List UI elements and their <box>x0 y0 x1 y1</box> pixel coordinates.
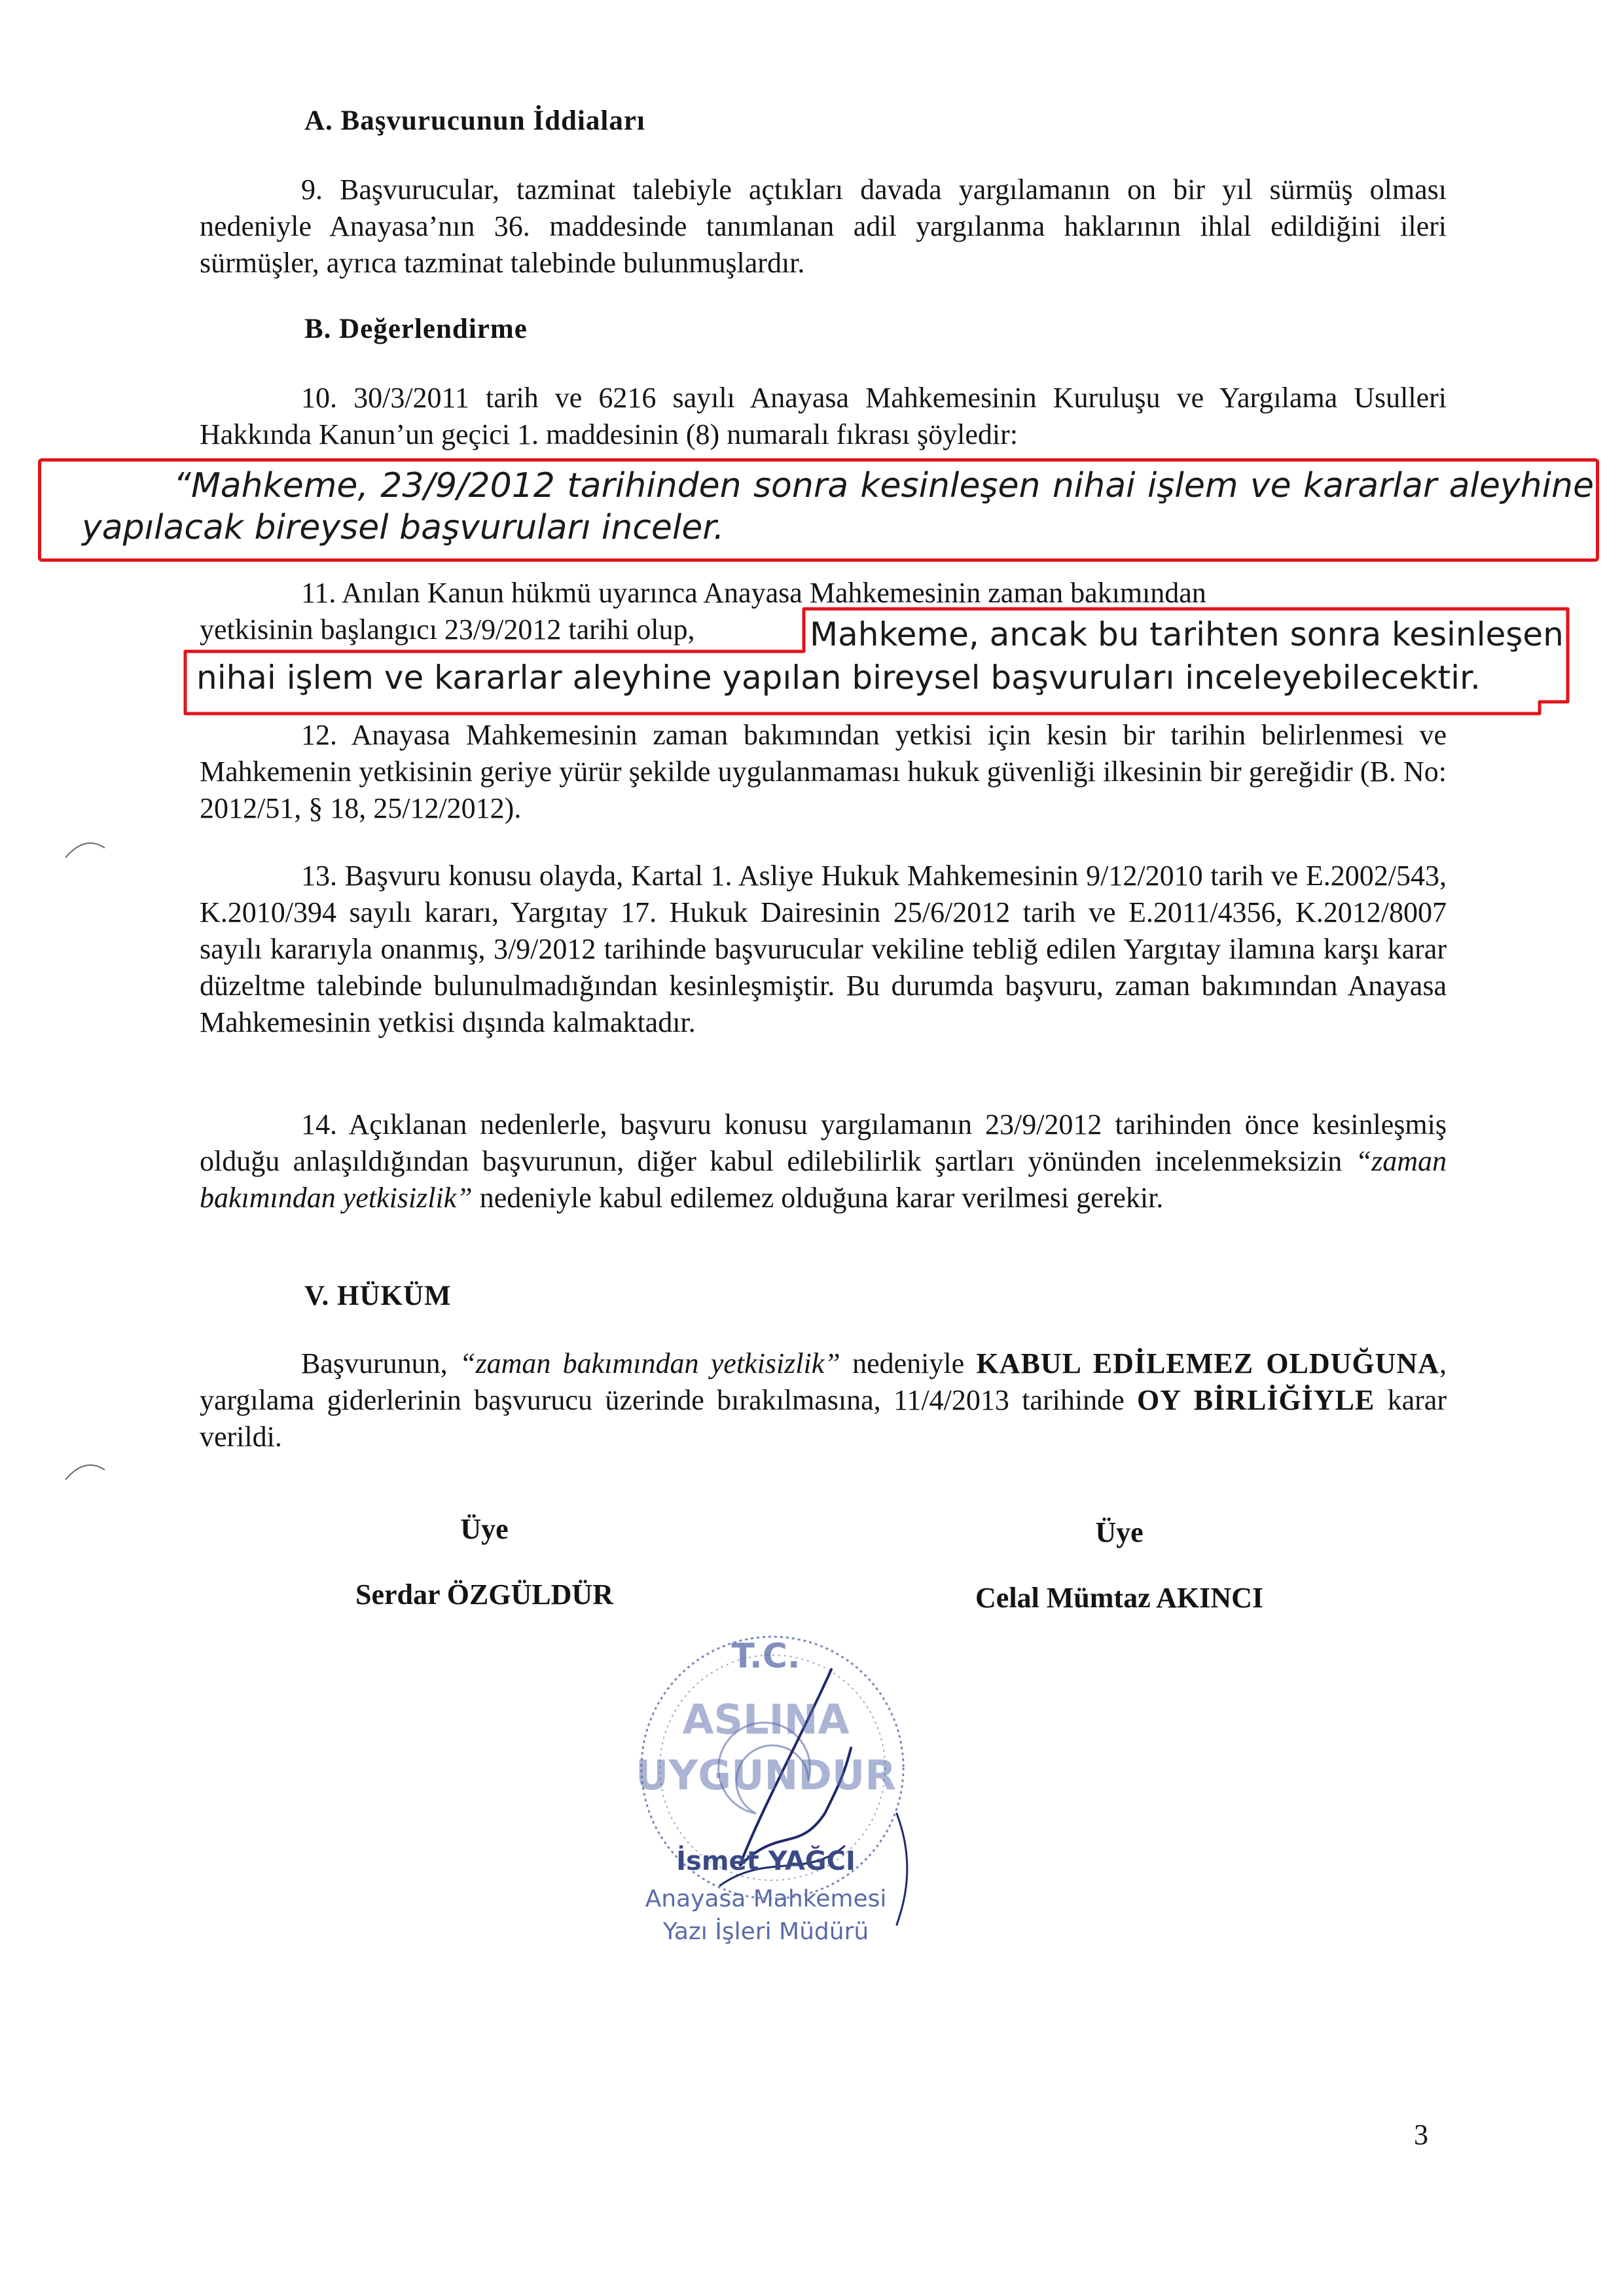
paragraph-12-text: 12. Anayasa Mahkemesinin zaman bakımından yetkisi için kesin bir tarihin belirlenmesi ve Mahkemenin yetkisinin geriye yürür şekilde uygulanmaması hukuk güvenliği ilkesinin bir gereğidir (B. No: 2012/51, § 18, 25/12/2012). <box>200 719 1447 824</box>
signer-name: İsmet YAĞCI <box>676 1846 856 1876</box>
seal-top-text: T.C. <box>731 1637 801 1676</box>
page-number: 3 <box>1414 2119 1428 2151</box>
paragraph-14 <box>200 1106 1447 1216</box>
paragraph-9-text: 9. Başvurucular, tazminat talebiyle açtıkları davada yargılamanın on bir yıl sürmüş olması nedeniyle Anayasa’nın 36. maddesinde tanımlanan adil yargılanma haklarının ihlal edildiğini ileri sürmüşler, ayrıca tazminat talebinde bulunmuşlardır. <box>200 173 1447 279</box>
right-member-name: Celal Mümtaz AKINCI <box>975 1582 1263 1614</box>
verdict-text-4: karar verildi. <box>200 1384 1447 1453</box>
right-member-title: Üye <box>1095 1516 1144 1548</box>
verdict-text-3: , yargılama giderlerinin başvurucu üzerinde bırakılmasına, 11/4/2013 tarihinde <box>200 1347 1447 1416</box>
margin-mark-2 <box>62 1457 108 1483</box>
section-v-heading: V. HÜKÜM <box>304 1281 452 1311</box>
paragraph-14-text-1: 14. Açıklanan nedenlerle, başvuru konusu yargılamanın 23/9/2012 tarihinden önce kesinleşmiş olduğu anlaşıldığından başvurunun, diğer kabul edilebilirlik şartları yönünden incelenmeksizin <box>200 1108 1447 1177</box>
paragraph-12 <box>200 717 1447 827</box>
left-member-title: Üye <box>460 1513 509 1545</box>
section-a-heading: A. Başvurucunun İddiaları <box>304 105 645 136</box>
verdict-paragraph <box>200 1345 1447 1455</box>
paragraph-11-highlight-line-1: Mahkeme, ancak bu tarihten sonra kesinleşen <box>810 615 1564 653</box>
paragraph-11-highlight-line-2: nihai işlem ve kararlar aleyhine yapılan bireysel başvuruları inceleyebilecektir. <box>196 659 1481 697</box>
verdict-bold-2: OY BİRLİĞİYLE <box>1136 1384 1375 1416</box>
paragraph-10-text: 10. 30/3/2011 tarih ve 6216 sayılı Anayasa Mahkemesinin Kuruluşu ve Yargılama Usulleri Hakkında Kanun’un geçici 1. maddesinin (8) numaralı fıkrası şöyledir: <box>200 382 1447 450</box>
paragraph-13-text: 13. Başvuru konusu olayda, Kartal 1. Asliye Hukuk Mahkemesinin 9/12/2010 tarih ve E.2002/543, K.2010/394 sayılı kararı, Yargıtay 17. Hukuk Dairesinin 25/6/2012 tarih ve E.2011/4356, K.2012/8007 sayılı kararıyla onanmış, 3/9/2012 tarihinde başvurucular vekiline tebliğ edilen Yargıtay ilamına karşı karar düzeltme talebinde bulunulmadığından kesinleşmiştir. Bu durumda başvuru, zaman bakımından Anayasa Mahkemesinin yetkisi dışında kalmaktadır. <box>200 860 1447 1038</box>
paragraph-11-line-2: yetkisinin başlangıcı 23/9/2012 tarihi olup, <box>200 613 695 646</box>
left-member-name: Serdar ÖZGÜLDÜR <box>355 1578 613 1611</box>
verdict-bold-1: KABUL EDİLEMEZ OLDUĞUNA <box>976 1347 1439 1379</box>
law-quote-text: “Mahkeme, 23/9/2012 tarihinden sonra kesinleşen nihai işlem ve kararlar aleyhine yapılacak bireysel başvuruları inceler. <box>82 466 1594 547</box>
signer-organization: Anayasa Mahkemesi <box>645 1886 887 1912</box>
verdict-italic: “zaman bakımından yetkisizlik” <box>459 1347 840 1379</box>
paragraph-14-text-2: nedeniyle kabul edilemez olduğuna karar verilmesi gerekir. <box>472 1182 1164 1214</box>
verdict-text-2: nedeniyle <box>840 1347 977 1379</box>
paragraph-14-italic: “zaman bakımından yetkisizlik” <box>200 1145 1447 1214</box>
paragraph-11-line-1: 11. Anılan Kanun hükmü uyarınca Anayasa Mahkemesinin zaman bakımından <box>301 577 1206 609</box>
seal-text-1: ASLINA <box>682 1696 850 1743</box>
seal-text-2: UYGUNDUR <box>636 1751 896 1799</box>
paragraph-13 <box>200 858 1447 1041</box>
section-b-heading: B. Değerlendirme <box>304 314 528 344</box>
signer-role: Yazı İşleri Müdürü <box>662 1918 869 1945</box>
verdict-text-1: Başvurunun, <box>301 1347 460 1379</box>
margin-mark-1 <box>62 835 108 861</box>
